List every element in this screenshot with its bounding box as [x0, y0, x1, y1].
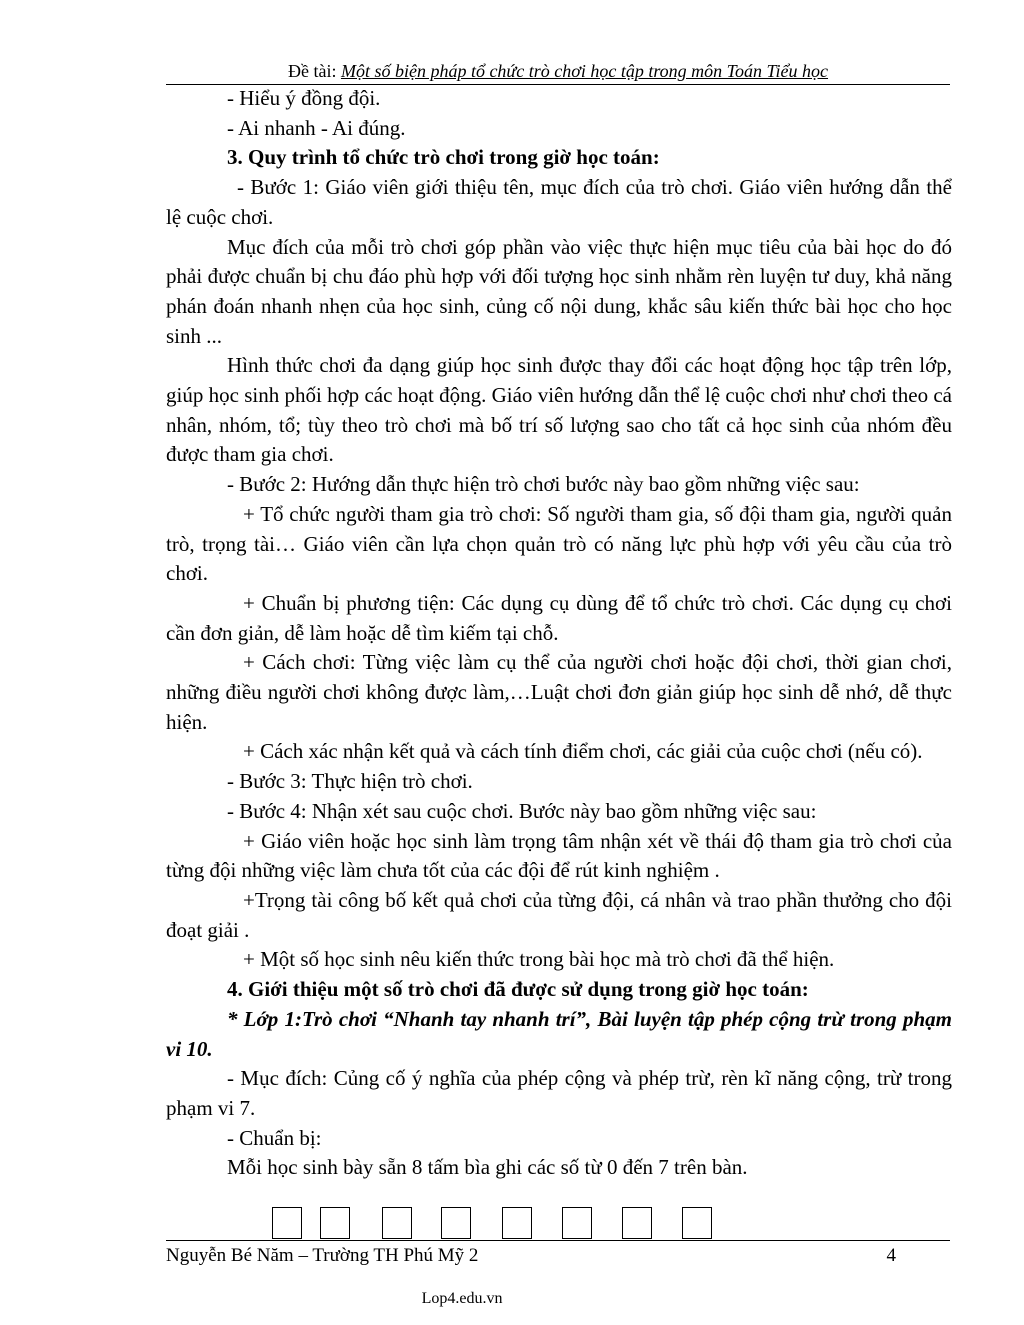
paragraph: + Một số học sinh nêu kiến thức trong bài học mà trò chơi đã thể hiện. [243, 947, 835, 972]
paragraph: - Mục đích: Củng cố ý nghĩa của phép cộng và phép trừ, rèn kĩ năng cộng, trừ trong phạm vi 7. [166, 1066, 952, 1120]
number-card-box [562, 1207, 592, 1239]
paragraph: * Lớp 1:Trò chơi “Nhanh tay nhanh trí”, Bài luyện tập phép cộng trừ trong phạm vi 10. [166, 1006, 952, 1061]
number-card-box [382, 1207, 412, 1239]
footer-rule [166, 1240, 950, 1241]
paragraph: - Bước 1: Giáo viên giới thiệu tên, mục đích của trò chơi. Giáo viên hướng dẫn thể lệ cuộc chơi. [166, 175, 952, 229]
footer-author: Nguyễn Bé Năm – Trường TH Phú Mỹ 2 [166, 1245, 479, 1266]
paragraph: 3. Quy trình tổ chức trò chơi trong giờ học toán: [227, 145, 660, 170]
paragraph: + Tổ chức người tham gia trò chơi: Số người tham gia, số đội tham gia, người quản trò, trọng tài… Giáo viên cần lựa chọn quản trò có năng lực phù hợp với yêu cầu của trò chơi. [166, 501, 952, 586]
paragraph: Hình thức chơi đa dạng giúp học sinh được thay đổi các hoạt động học tập trên lớp, giúp học sinh phối hợp các hoạt động. Giáo viên hướng dẫn thể lệ cuộc chơi như chơi theo cá nhân, nhóm, tổ; tùy theo trò chơi mà bố trí số lượng sao cho tất cả học sinh của nhóm đều được tham gia chơi. [166, 353, 952, 467]
site-watermark: Lop4.edu.vn [421, 1290, 503, 1307]
paragraph: - Chuẩn bị: [227, 1125, 322, 1150]
page-header [166, 60, 950, 82]
paragraph: + Cách xác nhận kết quả và cách tính điểm chơi, các giải của cuộc chơi (nếu có). [243, 739, 923, 764]
header-title: Một số biện pháp tổ chức trò chơi học tập trong môn Toán Tiểu học [340, 61, 829, 81]
paragraph: Mỗi học sinh bày sẵn 8 tấm bìa ghi các số từ 0 đến 7 trên bàn. [227, 1155, 748, 1180]
paragraph: - Bước 2: Hướng dẫn thực hiện trò chơi bước này bao gồm những việc sau: [227, 472, 860, 497]
page-number: 4 [886, 1245, 896, 1266]
paragraph: + Chuẩn bị phương tiện: Các dụng cụ dùng để tổ chức trò chơi. Các dụng cụ chơi cần đơn giản, dễ làm hoặc dễ tìm kiếm tại chỗ. [166, 590, 952, 645]
paragraph: - Bước 3: Thực hiện trò chơi. [227, 769, 473, 794]
number-card-box [682, 1207, 712, 1239]
paragraph: - Bước 4: Nhận xét sau cuộc chơi. Bước này bao gồm những việc sau: [227, 798, 817, 823]
paragraph: + Cách chơi: Từng việc làm cụ thể của người chơi hoặc đội chơi, thời gian chơi, những điều người chơi không được làm,…Luật chơi đơn giản giúp học sinh dễ nhớ, dễ thực hiện. [166, 650, 952, 734]
number-card-box [622, 1207, 652, 1239]
paragraph: - Ai nhanh - Ai đúng. [227, 115, 406, 140]
paragraph: 4. Giới thiệu một số trò chơi đã được sử dụng trong giờ học toán: [227, 977, 809, 1002]
number-card-boxes [0, 1207, 1024, 1241]
paragraph: Mục đích của mỗi trò chơi góp phần vào việc thực hiện mục tiêu của bài học do đó phải được chuẩn bị chu đáo phù hợp với đối tượng học sinh nhằm rèn luyện tư duy, khả năng phán đoán nhanh nhẹn của học sinh, củng cố nội dung, khắc sâu kiến thức bài học cho học sinh ... [166, 234, 952, 348]
number-card-box [502, 1207, 532, 1239]
page-footer [166, 1244, 896, 1268]
paragraph: - Hiểu ý đồng đội. [227, 86, 381, 110]
number-card-box [320, 1207, 350, 1239]
number-card-box [441, 1207, 471, 1239]
document-body [166, 84, 952, 1183]
number-card-box [272, 1207, 302, 1239]
paragraph: +Trọng tài công bố kết quả chơi của từng đội, cá nhân và trao phần thưởng cho đội đoạt giải . [166, 887, 952, 942]
paragraph: + Giáo viên hoặc học sinh làm trọng tâm nhận xét về thái độ tham gia trò chơi của từng đội những việc làm chưa tốt của các đội để rút kinh nghiệm . [166, 828, 952, 883]
header-prefix: Đề tài: [287, 61, 341, 81]
